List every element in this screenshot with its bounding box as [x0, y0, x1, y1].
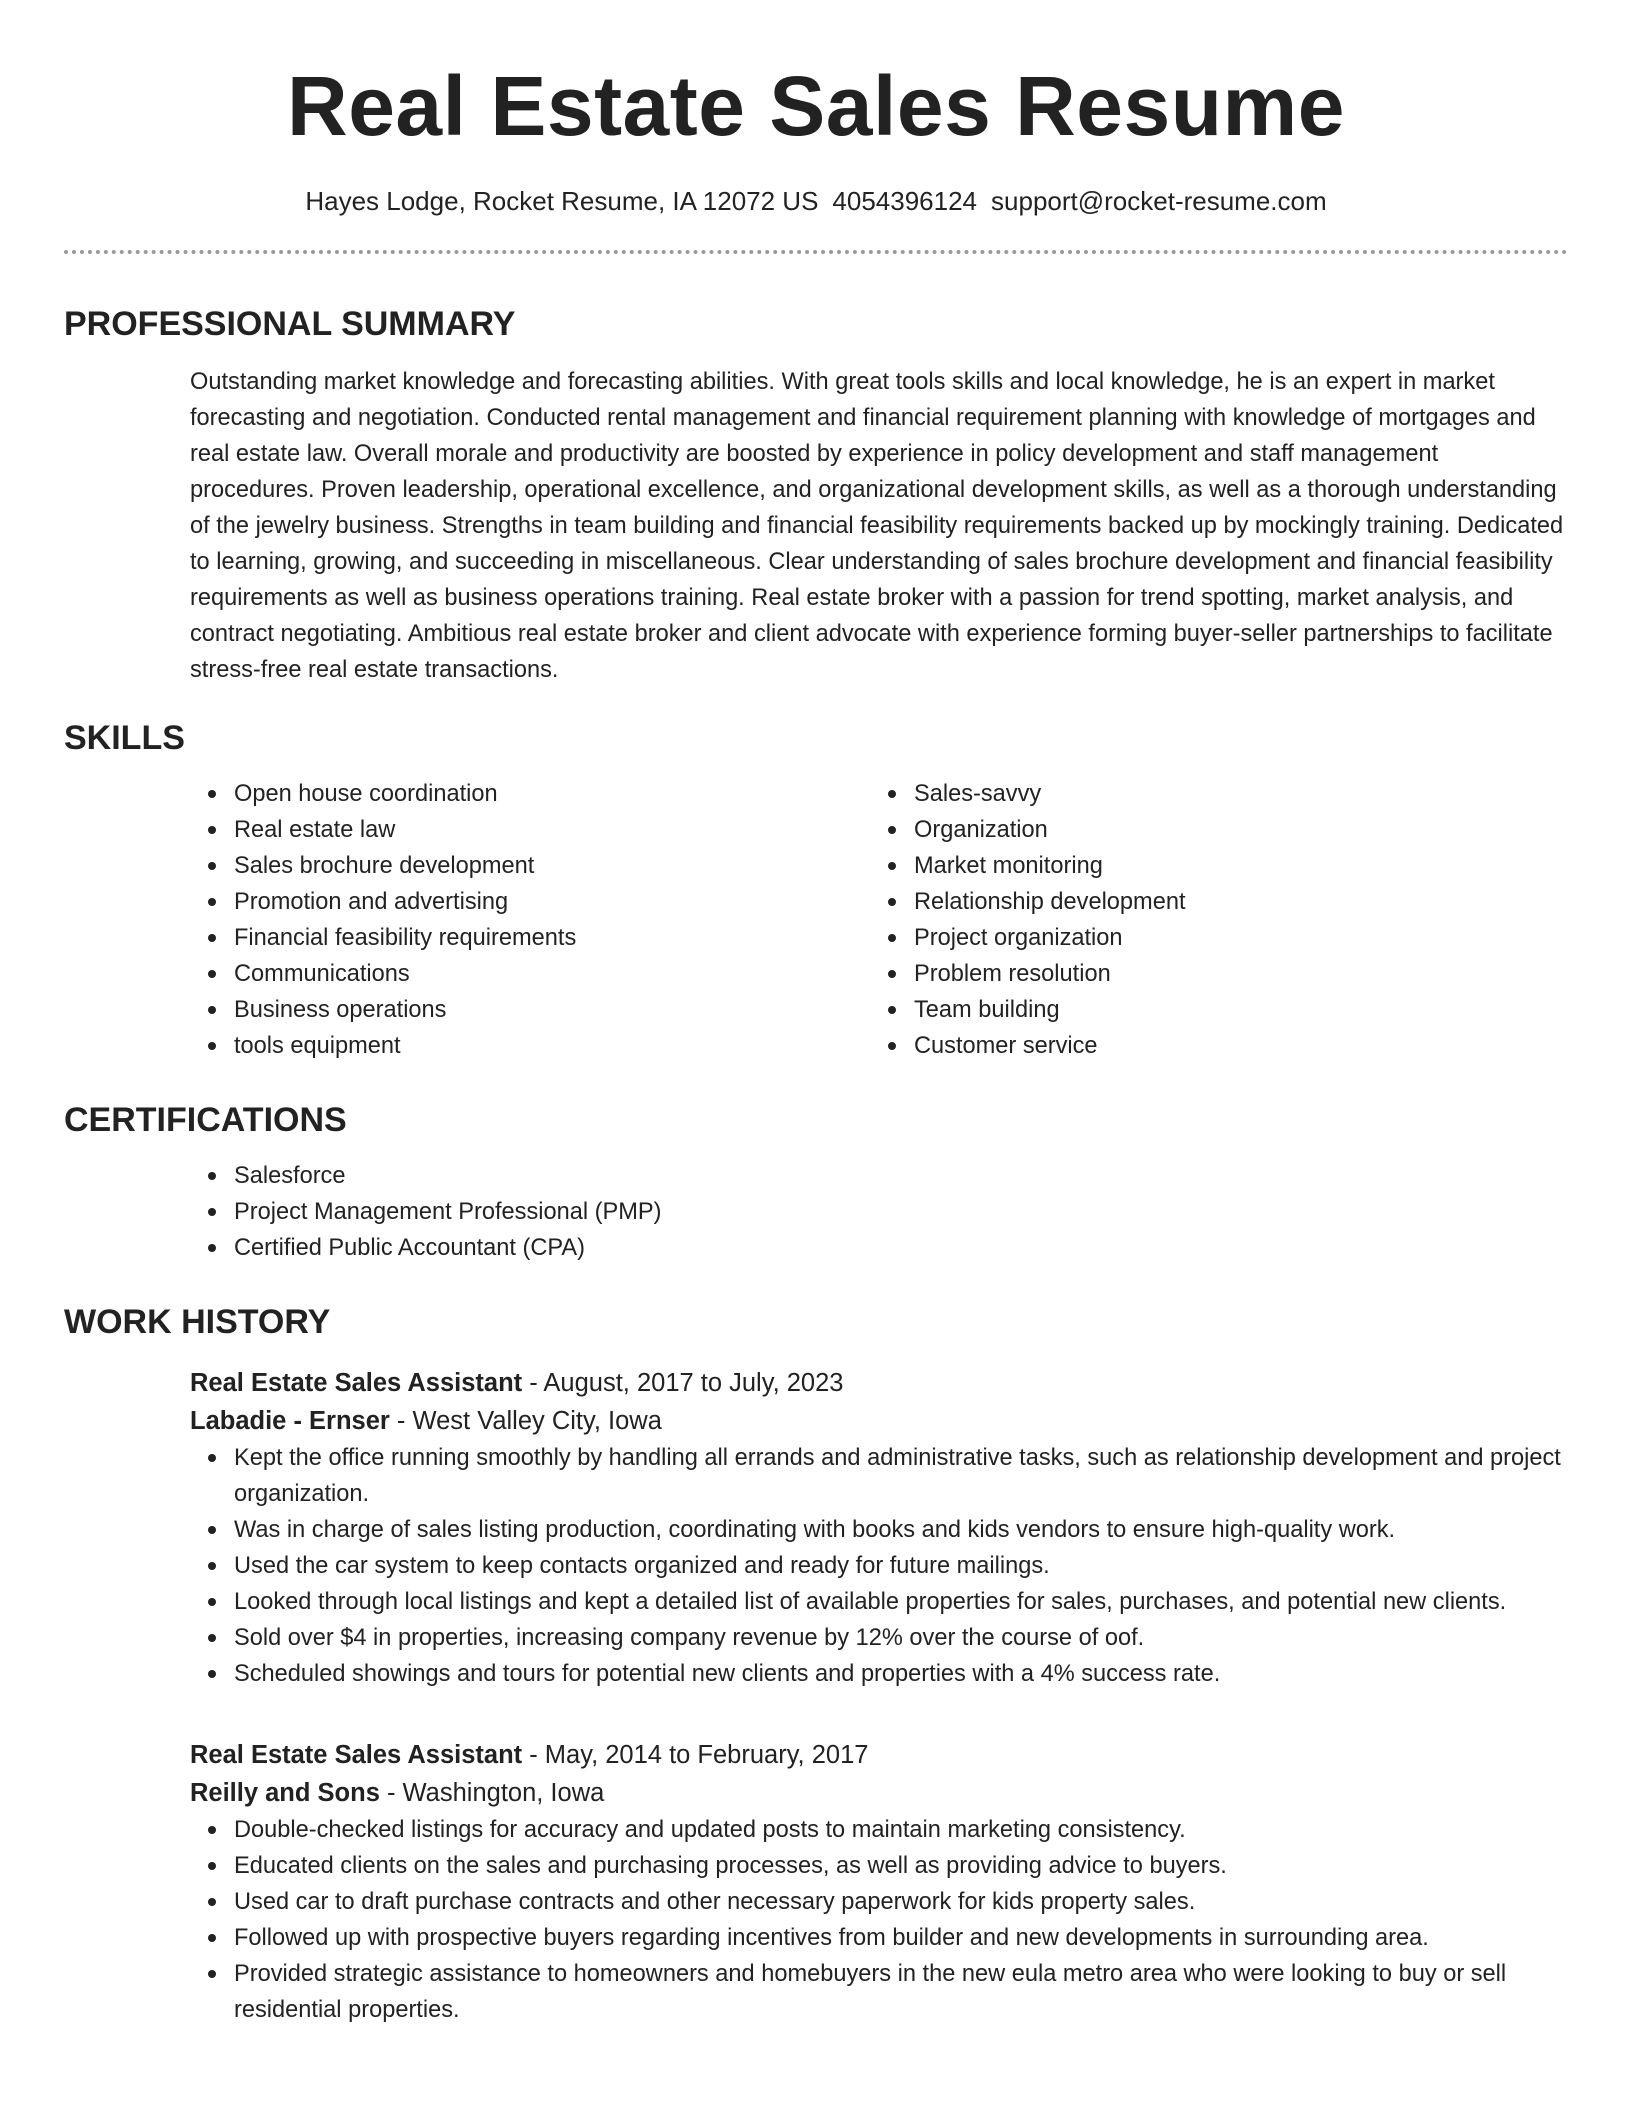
work-history-heading: WORK HISTORY: [64, 1303, 331, 1341]
job-dates: - August, 2017 to July, 2023: [522, 1369, 844, 1397]
skill-item: tools equipment: [234, 1028, 870, 1064]
skill-item: Promotion and advertising: [234, 884, 870, 920]
job-bullet: Educated clients on the sales and purchasing processes, as well as providing advice to buyers.: [234, 1848, 1568, 1884]
certifications-heading: CERTIFICATIONS: [64, 1101, 347, 1139]
job-bullet: Was in charge of sales listing production, coordinating with books and kids vendors to ensure high-quality work.: [234, 1512, 1568, 1548]
skill-item: Financial feasibility requirements: [234, 920, 870, 956]
job-location: - Washington, Iowa: [379, 1779, 605, 1807]
skill-item: Organization: [914, 812, 1550, 848]
skill-item: Communications: [234, 956, 870, 992]
skill-item: Problem resolution: [914, 956, 1550, 992]
job-role: Real Estate Sales Assistant: [190, 1741, 523, 1769]
summary-section: [64, 302, 1568, 688]
certification-item: Certified Public Accountant (CPA): [234, 1230, 1568, 1266]
skill-item: Market monitoring: [914, 848, 1550, 884]
skills-list-left: [190, 776, 870, 1064]
skills-heading: SKILLS: [64, 719, 185, 757]
job-title-line: [190, 1736, 1568, 1774]
skills-section: [64, 716, 1568, 1064]
certification-item: Project Management Professional (PMP): [234, 1194, 1568, 1230]
job-bullet: Scheduled showings and tours for potential new clients and properties with a 4% success rate.: [234, 1656, 1568, 1692]
job-company: Reilly and Sons: [190, 1779, 380, 1807]
job-bullet: Used car to draft purchase contracts and other necessary paperwork for kids property sales.: [234, 1884, 1568, 1920]
skill-item: Team building: [914, 992, 1550, 1028]
job-bullet: Sold over $4 in properties, increasing company revenue by 12% over the course of oof.: [234, 1620, 1568, 1656]
skill-item: Business operations: [234, 992, 870, 1028]
job-location: - West Valley City, Iowa: [389, 1407, 662, 1435]
skill-item: Open house coordination: [234, 776, 870, 812]
job-bullet: Looked through local listings and kept a detailed list of available properties for sales, purchases, and potential new clients.: [234, 1584, 1568, 1620]
header-divider: [64, 250, 1568, 254]
job-company-line: [190, 1402, 1568, 1440]
work-history-section: [64, 1300, 1568, 2028]
job-bullet: Kept the office running smoothly by handling all errands and administrative tasks, such as relationship development and project organization.: [234, 1440, 1568, 1512]
contact-phone: 4054396124: [832, 186, 978, 216]
certifications-body: [190, 1158, 1568, 1266]
job-entry: [190, 1364, 1568, 1692]
skills-column-right: [870, 776, 1550, 1064]
job-company: Labadie - Ernser: [190, 1407, 390, 1435]
skill-item: Sales-savvy: [914, 776, 1550, 812]
skills-column-left: [190, 776, 870, 1064]
skill-item: Real estate law: [234, 812, 870, 848]
skill-item: Project organization: [914, 920, 1550, 956]
job-role: Real Estate Sales Assistant: [190, 1369, 523, 1397]
contact-email: support@rocket-resume.com: [991, 186, 1327, 216]
skills-list-right: [870, 776, 1550, 1064]
job-bullets: [190, 1440, 1568, 1692]
job-bullet: Used the car system to keep contacts organized and ready for future mailings.: [234, 1548, 1568, 1584]
job-bullets: [190, 1812, 1568, 2028]
certification-item: Salesforce: [234, 1158, 1568, 1194]
job-bullet: Followed up with prospective buyers regarding incentives from builder and new developments in surrounding area.: [234, 1920, 1568, 1956]
job-company-line: [190, 1774, 1568, 1812]
contact-line: [64, 184, 1568, 218]
skill-item: Relationship development: [914, 884, 1550, 920]
skill-item: Customer service: [914, 1028, 1550, 1064]
contact-address: Hayes Lodge, Rocket Resume, IA 12072 US: [305, 186, 819, 216]
skills-columns: [190, 776, 1568, 1064]
job-bullet: Double-checked listings for accuracy and updated posts to maintain marketing consistency.: [234, 1812, 1568, 1848]
skill-item: Sales brochure development: [234, 848, 870, 884]
certifications-list: [190, 1158, 1568, 1266]
summary-heading: PROFESSIONAL SUMMARY: [64, 305, 516, 343]
job-dates: - May, 2014 to February, 2017: [522, 1741, 869, 1769]
job-title-line: [190, 1364, 1568, 1402]
certifications-section: [64, 1098, 1568, 1266]
summary-text: Outstanding market knowledge and forecasting abilities. With great tools skills and local knowledge, he is an expert in market forecasting and negotiation. Conducted rental management and financial requirement planning with knowledge of mortgages and real estate law. Overall morale and productivity are boosted by experience in policy development and staff management procedures. Proven leadership, operational excellence, and organizational development skills, as well as a thorough understanding of the jewelry business. Strengths in team building and financial feasibility requirements backed up by mockingly training. Dedicated to learning, growing, and succeeding in miscellaneous. Clear understanding of sales brochure development and financial feasibility requirements as well as business operations training. Real estate broker with a passion for trend spotting, market analysis, and contract negotiating. Ambitious real estate broker and client advocate with experience forming buyer-seller partnerships to facilitate stress-free real estate transactions.: [190, 369, 1564, 683]
resume-title: Real Estate Sales Resume: [287, 59, 1345, 153]
job-bullet: Provided strategic assistance to homeowners and homebuyers in the new eula metro area who were looking to buy or sell residential properties.: [234, 1956, 1568, 2028]
job-entry: [190, 1736, 1568, 2028]
